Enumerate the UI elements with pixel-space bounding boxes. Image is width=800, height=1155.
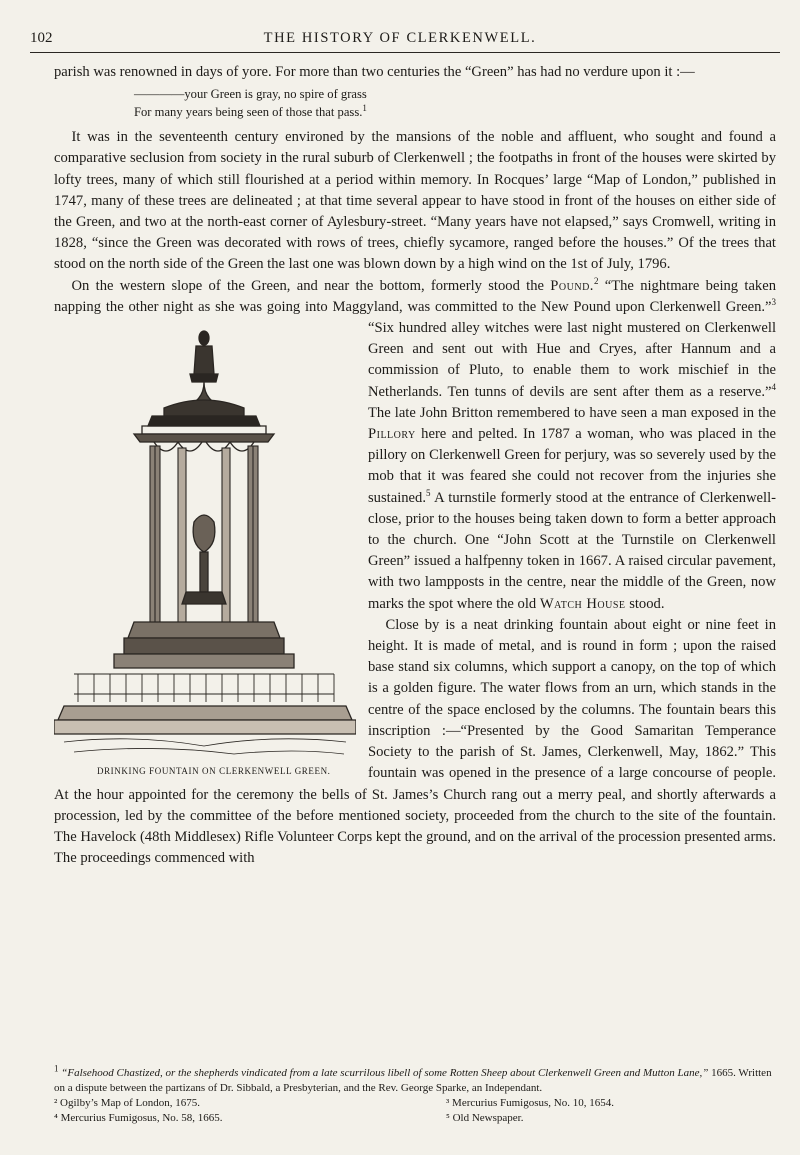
footnote-3: ³ Mercurius Fumigosus, No. 10, 1654. bbox=[446, 1097, 614, 1109]
footnote-1: $^1$ “Falsehood Chastized, or the shepherds vindicated from a late scurrilous libell of some Rotten Sheep about Clerkenwell Green and Mutton Lane,” 1665. Written on a dispute between the partizans of Dr. Sibbald, a Presbyterian, and the Rev. George Sparke, an Independant. bbox=[54, 1063, 772, 1094]
footnote-5: ⁵ Old Newspaper. bbox=[446, 1112, 524, 1124]
drinking-fountain-illustration bbox=[54, 322, 356, 782]
pound-term: Pound. bbox=[550, 277, 594, 294]
footnote-ref: 1 bbox=[362, 103, 367, 114]
verse-quote bbox=[54, 85, 776, 121]
header-rule bbox=[30, 52, 780, 53]
footnotes bbox=[54, 1063, 776, 1126]
intro-line: parish was renowned in days of yore. For more than two centuries the “Green” has had no verdure upon it :— bbox=[54, 64, 695, 80]
paragraph-fountain: Close by is a neat drinking fountain about eight or nine feet in height. It is made of metal, and is round in form ; upon the raised base stand six columns, which support a canopy, on the top of which is a golden figure. The water flows from an urn, which stands in the centre of the space enclosed by the columns. The fountain bears this inscription :—“Presented by the Good Samaritan Temperance Society to the parish of St. James, Clerkenwell, May, 1862.” This fountain was opened in the presence of a large concourse of people. At the hour appointed for the ceremony the bells of St. James’s Church rang out a merry peal, and shortly afterwards a procession, led by the committee of the before mentioned society, proceeded from the church to the site of the fountain. The Havelock (48th Middlesex) Rifle Volunteer Corps kept the ground, and on the arrival of the procession presented arms. The proceedings commenced with bbox=[54, 616, 776, 867]
running-title: THE HISTORY OF CLERKENWELL. bbox=[263, 30, 537, 46]
pillory-term: Pillory bbox=[368, 426, 416, 443]
watch-house-term: Watch House bbox=[539, 595, 626, 612]
paragraph-pound: On the western slope of the Green, and near the bottom, formerly stood the Pound.$^2$ “The nightmare being taken napping the other night as she was going into Maggyland, was committed to the New Pound upon Clerkenwell Green.”$^3$ DRINKING FOUNTAIN ON CLERKENWELL GREEN. “Six hundred alley witches were last night mustered on Clerkenwell Green and sent out with Hue and Cryes, after Hannum and a commission of Pluto, to enable them to work mischief in the Netherlands. Ten tunns of devils are sent after them as a reserve.”$^4$ The late John Britton remembered to have seen a man exposed in the Pillory here and pelted. In 1787 a woman, who was placed in the pillory on Clerkenwell Green for perjury, was so severely used by the mob that it was feared she could not recover from the injuries she sustained.$^5$ A turnstile formerly stood at the entrance of Clerkenwell-close, prior to the houses being taken down to form a better approach to the church. One “John Scott at the Turnstile on Clerkenwell Green” issued a halfpenny token in 1667. A raised circular pavement, with two lampposts in the centre, near the middle of the Green, now marks the spot where the old Watch House stood. bbox=[54, 276, 776, 615]
fountain-figure bbox=[54, 322, 356, 782]
page-number: 102 bbox=[30, 30, 53, 46]
verse-line-1: ————your Green is gray, no spire of grass bbox=[134, 87, 367, 102]
page-header bbox=[0, 30, 800, 54]
footnote-4: ⁴ Mercurius Fumigosus, No. 58, 1665. bbox=[54, 1112, 223, 1124]
footnote-2: ² Ogilby’s Map of London, 1675. bbox=[54, 1097, 200, 1109]
figure-caption: DRINKING FOUNTAIN ON CLERKENWELL GREEN. bbox=[96, 765, 331, 776]
main-text bbox=[54, 62, 776, 869]
verse-line-2: For many years being seen of those that pass.$^1$ bbox=[134, 103, 367, 120]
paragraph-trees: It was in the seventeenth century environed by the mansions of the noble and affluent, who sought and found a comparative seclusion from society in the rural suburb of Clerkenwell ; the footpaths in front of the houses were skirted by lofty trees, many of which still flourished at a period within memory. In Rocques’ large “Map of London,” published in 1747, many of these trees are delineated ; at that time several appear to have stood in front of the houses on either side of the Green, and two at the north-east corner of Aylesbury-street. “Many years have not elapsed,” says Cromwell, writing in 1828, “since the Green was decorated with rows of trees, chiefly sycamore, ranged before the houses.” Of the trees that stood on the north side of the Green the last one was blown down by a high wind on the 1st of July, 1796. bbox=[54, 129, 776, 273]
